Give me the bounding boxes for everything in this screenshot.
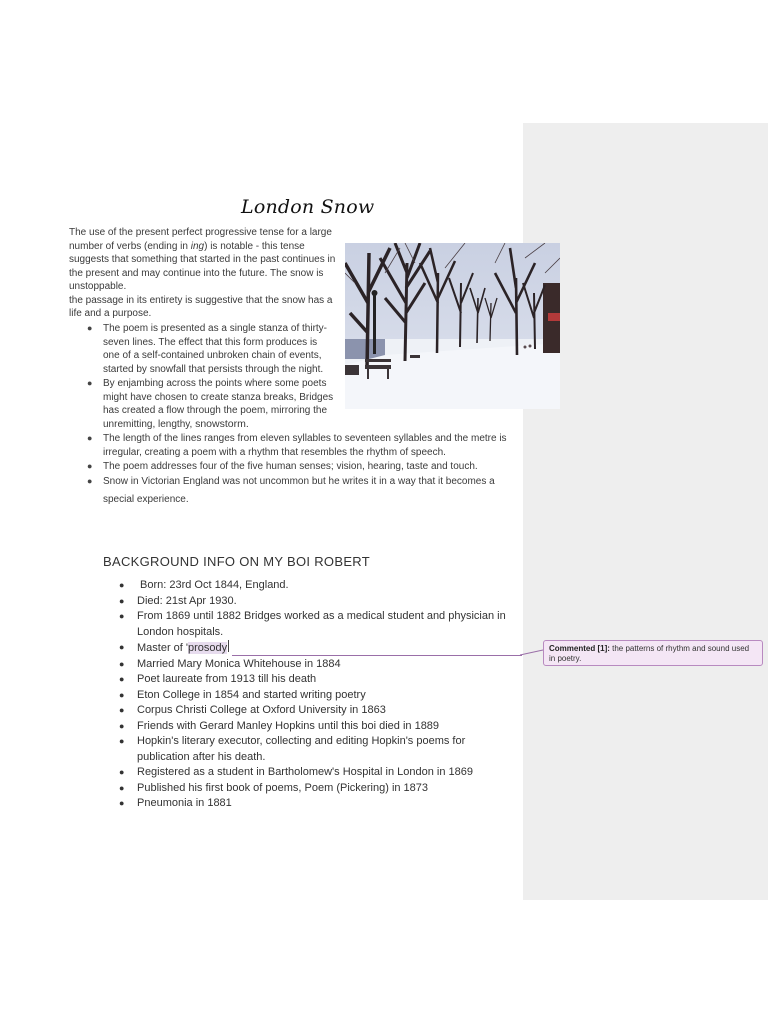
list-item-text: Hopkin's literary executor, collecting and editing Hopkin's poems for publication after his death. (137, 735, 466, 763)
intro-paragraphs (69, 226, 339, 321)
comment-text: the patterns of rhythm and sound used in poetry. (549, 644, 750, 663)
list-item (69, 432, 514, 459)
bullet-dot-icon: ● (119, 658, 125, 669)
list-item-text: Snow in Victorian England was not uncommon but he writes it in a way that it becomes a (103, 475, 495, 487)
bullet-dot-icon: ● (119, 689, 125, 700)
bullet-dot-icon: ● (87, 475, 93, 486)
list-item (115, 578, 515, 594)
list-item (115, 594, 515, 610)
bullet-dot-icon: ● (119, 736, 125, 746)
bullet-dot-icon: ● (119, 767, 125, 777)
bullet-dot-icon: ● (119, 595, 125, 606)
bullet-dot-icon: ● (119, 642, 125, 652)
list-item (115, 765, 515, 781)
list-item (115, 781, 515, 797)
list-item (115, 796, 515, 812)
list-item (115, 609, 515, 640)
list-item-text: Eton College in 1854 and started writing poetry (137, 688, 366, 701)
bullet-dot-icon: ● (87, 461, 93, 471)
bullet-dot-icon: ● (119, 580, 125, 590)
intro-text-b: ) is notable - this tense suggests that something that started in the past continues in the present and may continue into the future. The snow is unstoppable. (69, 240, 336, 292)
list-item-text: Published his first book of poems, Poem (Pickering) in 1873 (137, 781, 429, 794)
list-item-text: Died: 21st Apr 1930. (137, 594, 237, 607)
comment-connector-line (232, 655, 522, 656)
list-item (115, 688, 515, 704)
list-item (69, 377, 335, 431)
commented-word-prosody[interactable]: prosody (188, 642, 228, 654)
list-item (69, 475, 514, 507)
bullet-dot-icon: ● (119, 611, 125, 621)
intro-paragraph-2: the passage in its entirety is suggestive that the snow has a life and a purpose. (69, 294, 333, 319)
list-item-text: Friends with Gerard Manley Hopkins until this boi died in 1889 (137, 719, 440, 732)
bullet-dot-icon: ● (87, 323, 93, 333)
list-item-text: The poem is presented as a single stanza of thirty-seven lines. The effect that this form produces is one of a self-contained unbroken chain of events, started by snowfall that persists through the night. (103, 323, 328, 375)
list-item-text: Registered as a student in Bartholomew's Hospital in London in 1869 (137, 766, 473, 778)
list-item-text: The length of the lines ranges from eleven syllables to seventeen syllables and the metre is irregular, creating a poem with a rhythm that resembles the rhythm of speech. (103, 433, 507, 458)
list-item (115, 672, 515, 688)
text-cursor (228, 640, 229, 652)
list-item-text-tail: special experience. (103, 494, 189, 505)
list-item (115, 734, 515, 765)
bullet-dot-icon: ● (119, 705, 125, 715)
comment-label: Commented [1]: (549, 644, 610, 653)
list-item (69, 460, 514, 474)
list-item-text: Corpus Christi College at Oxford University in 1863 (137, 704, 386, 716)
list-item-text: Master of ' (137, 642, 189, 654)
list-item-text: Poet laureate from 1913 till his death (137, 673, 317, 685)
list-item-text: By enjambing across the points where some poets might have chosen to create stanza breaks, Bridges has created a flow through the poem, mirroring the unremitting, lengthy, (103, 378, 334, 430)
list-item-text: From 1869 until 1882 Bridges worked as a medical student and physician in London hospitals. (137, 610, 506, 638)
list-item-text-tail: snowstorm. (195, 417, 249, 430)
list-item-text: Pneumonia in 1881 (137, 797, 232, 809)
background-info-list (115, 578, 515, 812)
intro-paragraph-1 (69, 226, 339, 294)
bullet-dot-icon: ● (119, 782, 125, 793)
section-heading: BACKGROUND INFO ON MY BOI ROBERT (103, 554, 370, 569)
list-item-text: Born: 23rd Oct 1844, England. (140, 579, 289, 591)
bullet-dot-icon: ● (87, 378, 93, 388)
list-item (115, 719, 515, 735)
bullet-dot-icon: ● (119, 674, 125, 684)
bullet-dot-icon: ● (87, 433, 93, 443)
bullet-dot-icon: ● (119, 720, 125, 731)
list-item-text: Married Mary Monica Whitehouse in 1884 (137, 657, 341, 670)
poem-analysis-list (69, 322, 514, 507)
comment-balloon[interactable] (543, 640, 763, 666)
intro-italic-ing: ing (190, 240, 205, 252)
intro-text-a: The use of the present perfect progressive tense for a large number of verbs (ending in (69, 227, 332, 252)
list-item (69, 322, 335, 376)
list-item (115, 657, 515, 673)
list-item (115, 703, 515, 719)
bullet-dot-icon: ● (119, 798, 125, 808)
list-item-text: The poem addresses four of the five human senses; vision, hearing, taste and touch. (103, 461, 478, 472)
comment-margin-pane (523, 123, 768, 900)
document-title: London Snow (241, 196, 375, 218)
